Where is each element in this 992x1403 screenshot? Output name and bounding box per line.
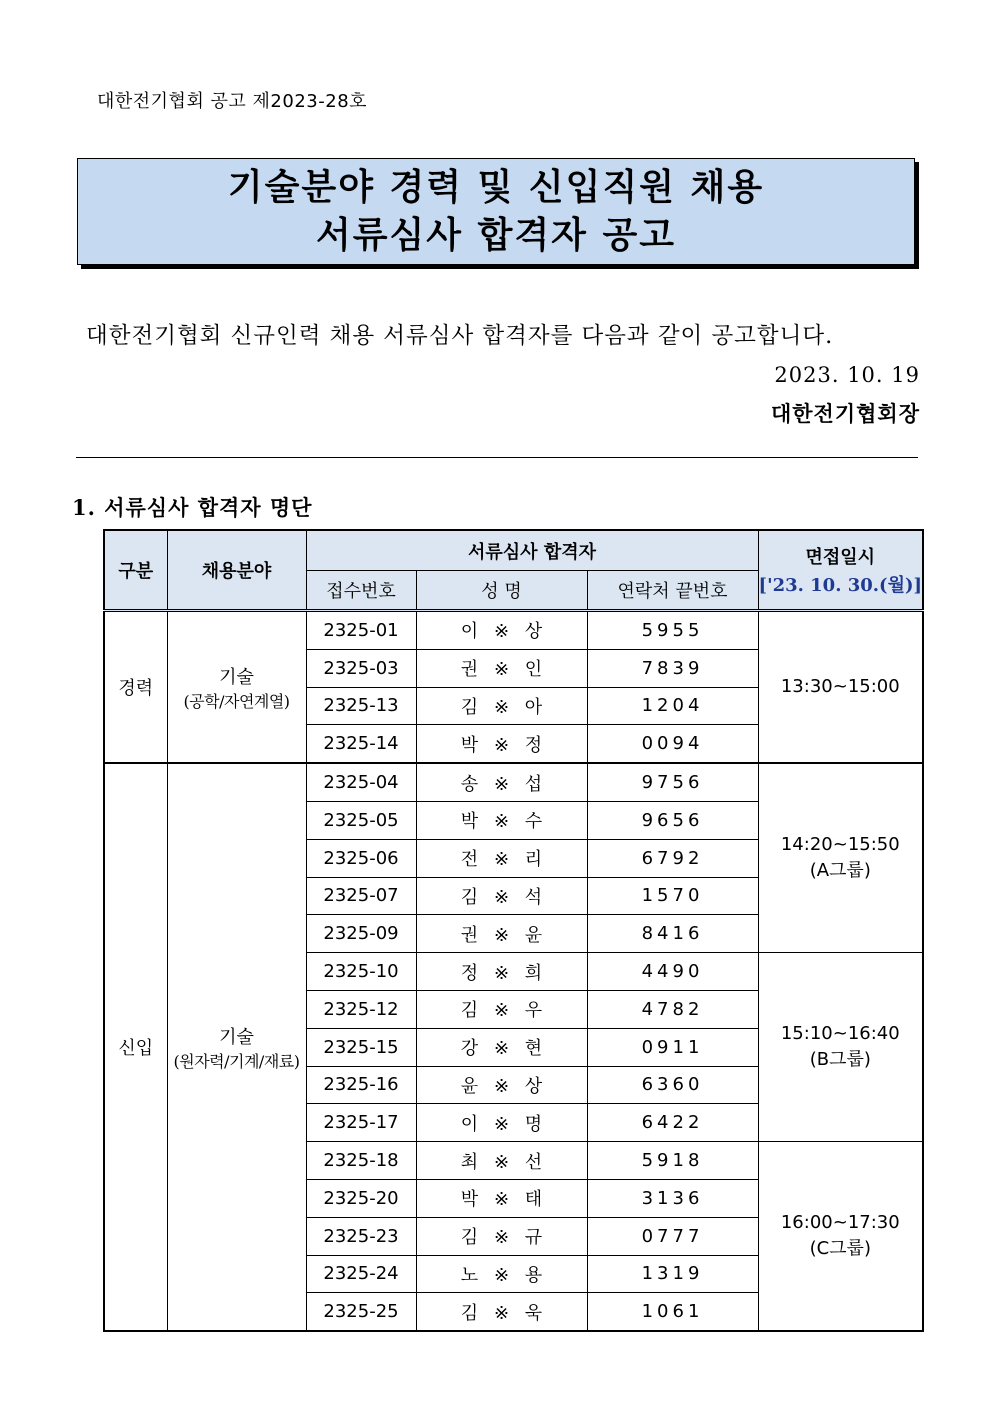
table-row	[104, 611, 923, 650]
name-char: ※	[493, 1264, 510, 1286]
name-char: ※	[493, 1038, 510, 1060]
name-char: 정	[524, 734, 543, 756]
field-sub: (원자력/기계/재료)	[173, 1051, 300, 1071]
field-main: 기술	[219, 1026, 254, 1048]
header-name: 성 명	[416, 571, 587, 611]
category-cell: 경력	[104, 611, 167, 764]
interview-group: (B그룹)	[809, 1049, 871, 1071]
header-category: 구분	[104, 530, 167, 611]
name-cell	[416, 1028, 587, 1066]
name-cell	[416, 1142, 587, 1180]
phone-cell: 4782	[587, 990, 758, 1028]
name-char: 인	[524, 659, 543, 681]
header-receipt-no: 접수번호	[306, 571, 416, 611]
phone-cell: 1319	[587, 1255, 758, 1293]
receipt-no-cell: 2325-25	[306, 1293, 416, 1331]
receipt-no-cell: 2325-23	[306, 1217, 416, 1255]
phone-cell: 7839	[587, 649, 758, 687]
receipt-no-cell: 2325-18	[306, 1142, 416, 1180]
name-char: 윤	[524, 924, 543, 946]
name-cell	[416, 953, 587, 991]
name-char: ※	[493, 696, 510, 718]
name-char: ※	[493, 962, 510, 984]
phone-cell: 5955	[587, 611, 758, 650]
interview-time: 13:30~15:00	[780, 676, 900, 698]
name-char: 노	[460, 1264, 479, 1286]
title-line-2: 서류심사 합격자 공고	[315, 214, 677, 256]
name-cell	[416, 1179, 587, 1217]
name-cell	[416, 801, 587, 839]
name-char: ※	[493, 1227, 510, 1249]
name-char: 수	[524, 811, 543, 833]
name-char: 박	[460, 811, 479, 833]
receipt-no-cell: 2325-04	[306, 763, 416, 801]
name-char: 석	[524, 886, 543, 908]
name-char: ※	[493, 1151, 510, 1173]
interview-time-cell	[758, 953, 923, 1142]
name-char: ※	[493, 924, 510, 946]
name-char: ※	[493, 734, 510, 756]
name-char: 권	[460, 924, 479, 946]
name-cell	[416, 990, 587, 1028]
name-char: ※	[493, 1113, 510, 1135]
receipt-no-cell: 2325-14	[306, 725, 416, 763]
name-char: ※	[493, 1000, 510, 1022]
name-cell	[416, 725, 587, 763]
receipt-no-cell: 2325-06	[306, 839, 416, 877]
receipt-no-cell: 2325-01	[306, 611, 416, 650]
results-body	[104, 611, 923, 1332]
interview-time-cell	[758, 763, 923, 952]
phone-cell: 9756	[587, 763, 758, 801]
name-char: 우	[524, 1000, 543, 1022]
receipt-no-cell: 2325-10	[306, 953, 416, 991]
phone-cell: 4490	[587, 953, 758, 991]
title-box	[77, 158, 915, 265]
name-char: 김	[460, 1227, 479, 1249]
name-char: 최	[460, 1151, 479, 1173]
name-char: 김	[460, 886, 479, 908]
field-cell	[167, 611, 306, 764]
receipt-no-cell: 2325-24	[306, 1255, 416, 1293]
header-field: 채용분야	[167, 530, 306, 611]
header-interview	[758, 530, 923, 611]
interview-time-cell	[758, 1142, 923, 1331]
phone-cell: 0911	[587, 1028, 758, 1066]
name-cell	[416, 877, 587, 915]
name-char: 권	[460, 659, 479, 681]
category-cell: 신입	[104, 763, 167, 1331]
name-char: 욱	[524, 1302, 543, 1324]
name-char: 상	[524, 1075, 543, 1097]
name-char: ※	[493, 1189, 510, 1211]
name-cell	[416, 1255, 587, 1293]
header-passers: 서류심사 합격자	[306, 530, 758, 571]
field-main: 기술	[219, 666, 254, 688]
receipt-no-cell: 2325-13	[306, 687, 416, 725]
name-cell	[416, 687, 587, 725]
notice-number: 대한전기협회 공고 제2023-28호	[97, 91, 368, 112]
receipt-no-cell: 2325-07	[306, 877, 416, 915]
name-char: ※	[493, 773, 510, 795]
name-char: 이	[460, 1113, 479, 1135]
name-cell	[416, 611, 587, 650]
name-char: ※	[493, 849, 510, 871]
phone-cell: 1204	[587, 687, 758, 725]
name-char: 정	[460, 962, 479, 984]
header-interview-label: 면접일시	[805, 547, 876, 568]
interview-time-cell	[758, 611, 923, 764]
name-cell	[416, 1293, 587, 1331]
name-char: ※	[493, 621, 510, 643]
field-cell	[167, 763, 306, 1331]
name-char: 송	[460, 773, 479, 795]
phone-cell: 6360	[587, 1066, 758, 1104]
name-char: ※	[493, 886, 510, 908]
phone-cell: 1570	[587, 877, 758, 915]
divider	[76, 457, 918, 458]
name-char: 김	[460, 1000, 479, 1022]
intro-text: 대한전기협회 신규인력 채용 서류심사 합격자를 다음과 같이 공고합니다.	[86, 323, 834, 349]
notice-date: 2023. 10. 19	[774, 363, 920, 387]
receipt-no-cell: 2325-17	[306, 1104, 416, 1142]
results-table	[103, 529, 924, 1332]
receipt-no-cell: 2325-20	[306, 1179, 416, 1217]
phone-cell: 9656	[587, 801, 758, 839]
signer: 대한전기협회장	[770, 401, 920, 426]
interview-time: 16:00~17:30	[780, 1212, 900, 1234]
receipt-no-cell: 2325-05	[306, 801, 416, 839]
receipt-no-cell: 2325-15	[306, 1028, 416, 1066]
interview-group: (A그룹)	[809, 860, 871, 882]
name-char: 강	[460, 1038, 479, 1060]
name-char: 이	[460, 621, 479, 643]
name-char: 김	[460, 696, 479, 718]
name-char: ※	[493, 1075, 510, 1097]
phone-cell: 3136	[587, 1179, 758, 1217]
interview-time: 15:10~16:40	[780, 1023, 900, 1045]
phone-cell: 1061	[587, 1293, 758, 1331]
interview-time: 14:20~15:50	[780, 834, 900, 856]
name-char: 박	[460, 1189, 479, 1211]
phone-cell: 5918	[587, 1142, 758, 1180]
phone-cell: 6422	[587, 1104, 758, 1142]
name-cell	[416, 839, 587, 877]
interview-group: (C그룹)	[809, 1238, 871, 1260]
name-char: 명	[524, 1113, 543, 1135]
name-char: 규	[524, 1227, 543, 1249]
field-sub: (공학/자연계열)	[183, 691, 290, 711]
receipt-no-cell: 2325-03	[306, 649, 416, 687]
phone-cell: 6792	[587, 839, 758, 877]
phone-cell: 0777	[587, 1217, 758, 1255]
receipt-no-cell: 2325-09	[306, 915, 416, 953]
section-title: 1. 서류심사 합격자 명단	[72, 495, 313, 520]
name-char: 상	[524, 621, 543, 643]
name-char: 용	[524, 1264, 543, 1286]
name-char: 아	[524, 696, 543, 718]
header-interview-date: ['23. 10. 30.(월)]	[758, 575, 922, 596]
name-cell	[416, 649, 587, 687]
name-char: 태	[524, 1189, 543, 1211]
name-char: 김	[460, 1302, 479, 1324]
phone-cell: 0094	[587, 725, 758, 763]
name-char: ※	[493, 1302, 510, 1324]
name-char: 섭	[524, 773, 543, 795]
name-char: 박	[460, 734, 479, 756]
name-char: 리	[524, 849, 543, 871]
name-char: ※	[493, 659, 510, 681]
name-char: ※	[493, 811, 510, 833]
name-char: 희	[524, 962, 543, 984]
name-char: 전	[460, 849, 479, 871]
name-char: 선	[524, 1151, 543, 1173]
name-cell	[416, 1066, 587, 1104]
receipt-no-cell: 2325-16	[306, 1066, 416, 1104]
phone-cell: 8416	[587, 915, 758, 953]
title-line-1: 기술분야 경력 및 신입직원 채용	[227, 166, 765, 208]
name-char: 현	[524, 1038, 543, 1060]
name-cell	[416, 915, 587, 953]
receipt-no-cell: 2325-12	[306, 990, 416, 1028]
name-cell	[416, 1104, 587, 1142]
name-cell	[416, 1217, 587, 1255]
name-char: 윤	[460, 1075, 479, 1097]
table-row	[104, 763, 923, 801]
name-cell	[416, 763, 587, 801]
header-phone-last: 연락처 끝번호	[587, 571, 758, 611]
